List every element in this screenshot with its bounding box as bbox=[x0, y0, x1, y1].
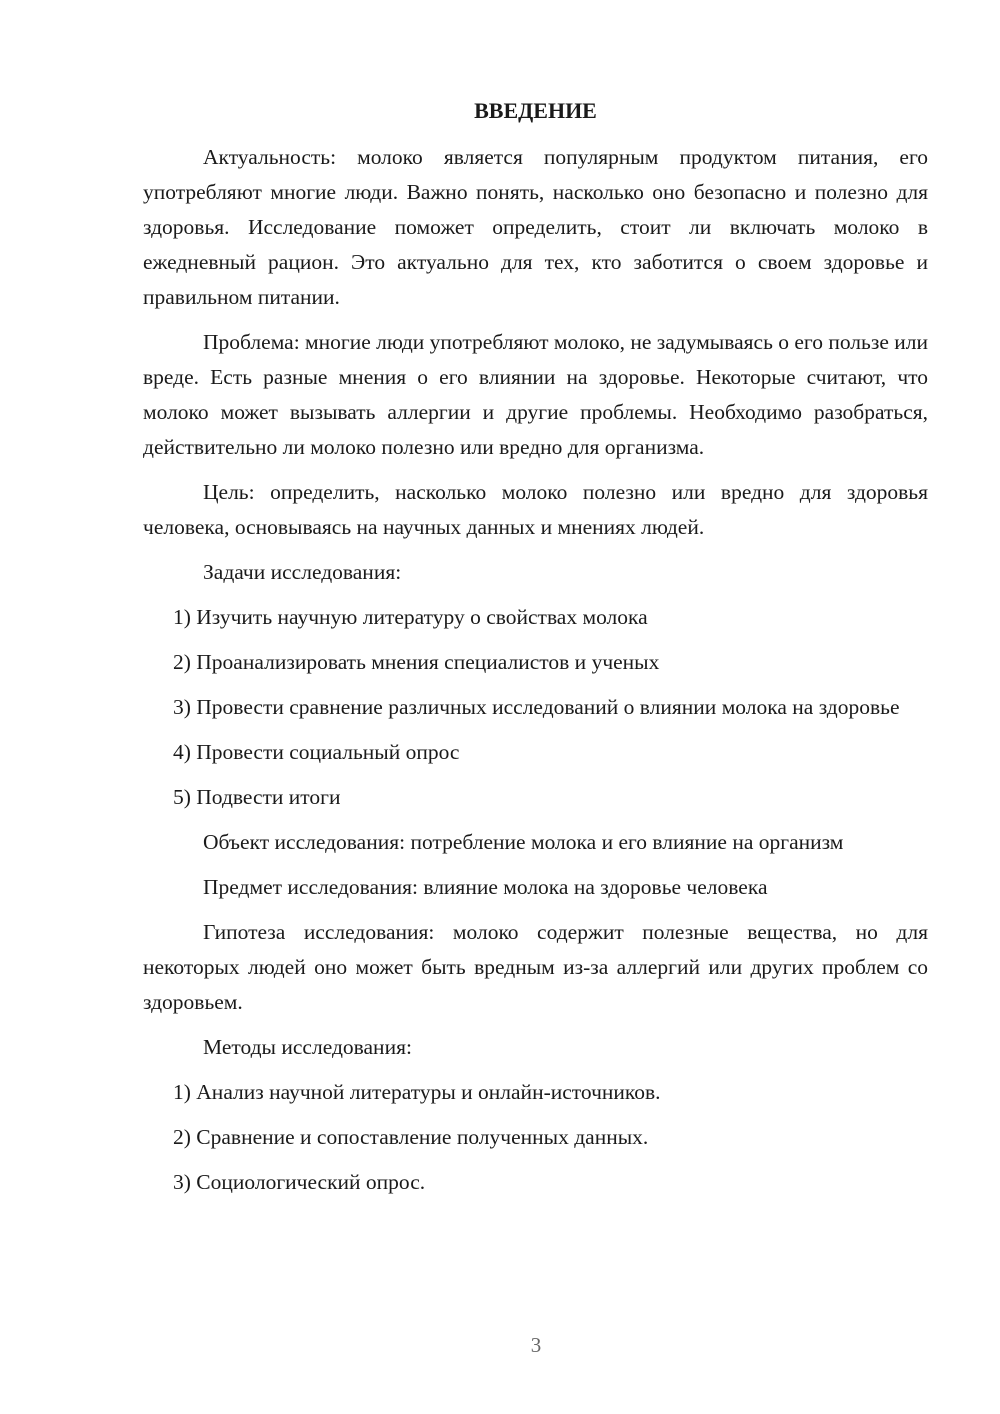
method-item-3: 3) Социологический опрос. bbox=[173, 1170, 426, 1194]
document-page bbox=[143, 96, 928, 1210]
object-paragraph: Объект исследования: потребление молока и его влияние на организм bbox=[203, 830, 844, 854]
task-item-1: 1) Изучить научную литературу о свойствах молока bbox=[173, 605, 648, 629]
hypothesis-paragraph: Гипотеза исследования: молоко содержит полезные вещества, но для некоторых людей оно может быть вредным из-за аллергий или других проблем со здоровьем. bbox=[143, 920, 928, 1014]
page-number: 3 bbox=[530, 1333, 542, 1357]
task-item-2: 2) Проанализировать мнения специалистов и ученых bbox=[173, 650, 660, 674]
problem-paragraph: Проблема: многие люди употребляют молоко, не задумываясь о его пользе или вреде. Есть разные мнения о его влиянии на здоровье. Некоторые считают, что молоко может вызывать аллергии и другие проблемы. Необходимо разобраться, действительно ли молоко полезно или вредно для организма. bbox=[143, 330, 928, 459]
task-item-5: 5) Подвести итоги bbox=[173, 785, 341, 809]
methods-heading: Методы исследования: bbox=[203, 1035, 412, 1059]
goal-paragraph: Цель: определить, насколько молоко полезно или вредно для здоровья человека, основываясь на научных данных и мнениях людей. bbox=[143, 480, 928, 539]
subject-paragraph: Предмет исследования: влияние молока на здоровье человека bbox=[203, 875, 768, 899]
method-item-1: 1) Анализ научной литературы и онлайн-источников. bbox=[173, 1080, 661, 1104]
relevance-paragraph: Актуальность: молоко является популярным продуктом питания, его употребляют многие люди. Важно понять, насколько оно безопасно и полезно для здоровья. Исследование поможет определить, стоит ли включать молоко в ежедневный рацион. Это актуально для тех, кто заботится о своем здоровье и правильном питании. bbox=[143, 145, 928, 309]
tasks-heading: Задачи исследования: bbox=[203, 560, 402, 584]
task-item-4: 4) Провести социальный опрос bbox=[173, 740, 460, 764]
task-item-3: 3) Провести сравнение различных исследований о влиянии молока на здоровье bbox=[173, 695, 900, 719]
method-item-2: 2) Сравнение и сопоставление полученных данных. bbox=[173, 1125, 649, 1149]
section-title: ВВЕДЕНИЕ bbox=[474, 98, 597, 123]
